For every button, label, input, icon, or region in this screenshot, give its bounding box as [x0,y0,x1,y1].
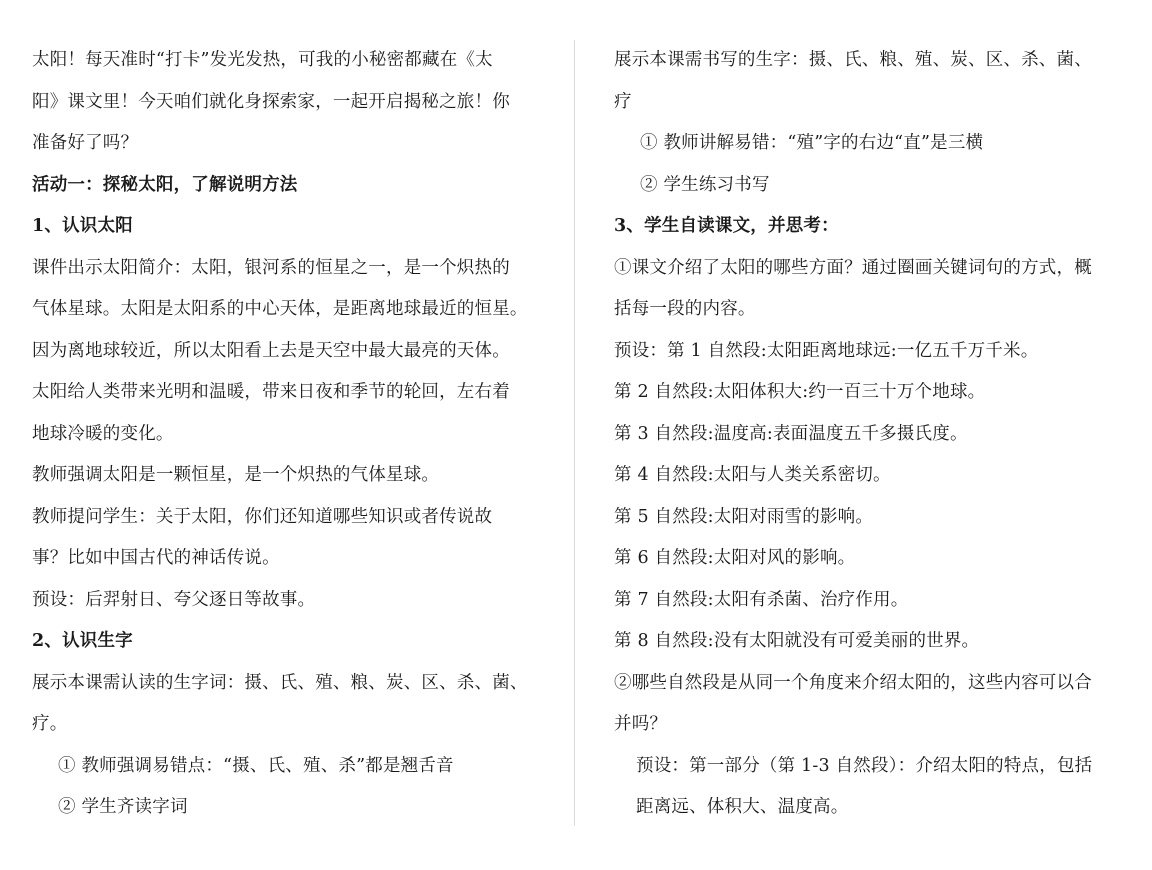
writing-step-2: ② 学生练习书写 [640,174,770,195]
reading-words-line-2: 疗。 [32,714,68,734]
question-1-line-2: 括每一段的内容。 [614,299,756,319]
sun-intro-line-2: 气体星球。太阳是太阳系的中心天体，是距离地球最近的恒星。 [32,299,528,319]
left-column [32,40,537,829]
intro-line-1: 太阳！每天准时“打卡”发光发热，可我的小秘密都藏在《太 [32,50,493,70]
section-2-heading: 2、认识生字 [32,631,133,651]
preset-paragraph-4: 第 4 自然段:太阳与人类关系密切。 [614,465,891,485]
preset-paragraph-2: 第 2 自然段:太阳体积大:约一百三十万个地球。 [614,382,986,402]
right-column [614,40,1124,829]
intro-line-3: 准备好了吗？ [32,133,139,153]
preset-part-one-line-2: 距离远、体积大、温度高。 [636,797,849,817]
column-divider [574,40,575,826]
writing-words-line-1: 展示本课需书写的生字：摄、氏、粮、殖、炭、区、杀、菌、 [614,50,1092,70]
preset-part-one-line-1: 预设：第一部分（第 1-3 自然段）：介绍太阳的特点，包括 [636,755,1093,776]
sun-intro-line-1: 课件出示太阳简介：太阳，银河系的恒星之一，是一个炽热的 [32,257,510,278]
preset-paragraph-6: 第 6 自然段:太阳对风的影响。 [614,548,856,568]
question-2-line-2: 并吗？ [614,714,668,734]
sun-intro-line-3: 因为离地球较近，所以太阳看上去是天空中最大最亮的天体。 [32,340,510,361]
reading-step-2: ② 学生齐读字词 [58,797,188,817]
activity-one-heading: 活动一：探秘太阳，了解说明方法 [32,174,298,195]
preset-paragraph-5: 第 5 自然段:太阳对雨雪的影响。 [614,506,874,527]
section-1-heading: 1、认识太阳 [32,216,133,236]
question-1-line-1: ①课文介绍了太阳的哪些方面？通过圈画关键词句的方式，概 [614,257,1092,278]
preset-paragraph-3: 第 3 自然段:温度高:表面温度五千多摄氏度。 [614,423,968,444]
writing-words-line-2: 疗 [614,91,632,112]
teacher-question-line-1: 教师提问学生：关于太阳，你们还知道哪些知识或者传说故 [32,506,493,527]
writing-step-1: ① 教师讲解易错：“殖”字的右边“直”是三横 [640,133,984,153]
sun-intro-line-5: 地球冷暖的变化。 [32,423,174,444]
preset-paragraph-1: 预设：第 1 自然段:太阳距离地球远:一亿五千万千米。 [614,340,1039,361]
teacher-emphasis-line: 教师强调太阳是一颗恒星，是一个炽热的气体星球。 [32,465,440,485]
intro-line-2: 阳》课文里！今天咱们就化身探索家，一起开启揭秘之旅！你 [32,91,510,112]
preset-stories-line: 预设：后羿射日、夸父逐日等故事。 [32,589,316,610]
sun-intro-line-4: 太阳给人类带来光明和温暖，带来日夜和季节的轮回，左右着 [32,382,510,402]
preset-paragraph-7: 第 7 自然段:太阳有杀菌、治疗作用。 [614,589,909,610]
question-2-line-1: ②哪些自然段是从同一个角度来介绍太阳的，这些内容可以合 [614,672,1092,693]
section-3-heading: 3、学生自读课文，并思考： [614,216,839,236]
teacher-question-line-2: 事？比如中国古代的神话传说。 [32,548,280,568]
preset-paragraph-8: 第 8 自然段:没有太阳就没有可爱美丽的世界。 [614,631,980,651]
reading-words-line-1: 展示本课需认读的生字词：摄、氏、殖、粮、炭、区、杀、菌、 [32,672,528,693]
reading-step-1: ① 教师强调易错点：“摄、氏、殖、杀”都是翘舌音 [58,755,454,776]
